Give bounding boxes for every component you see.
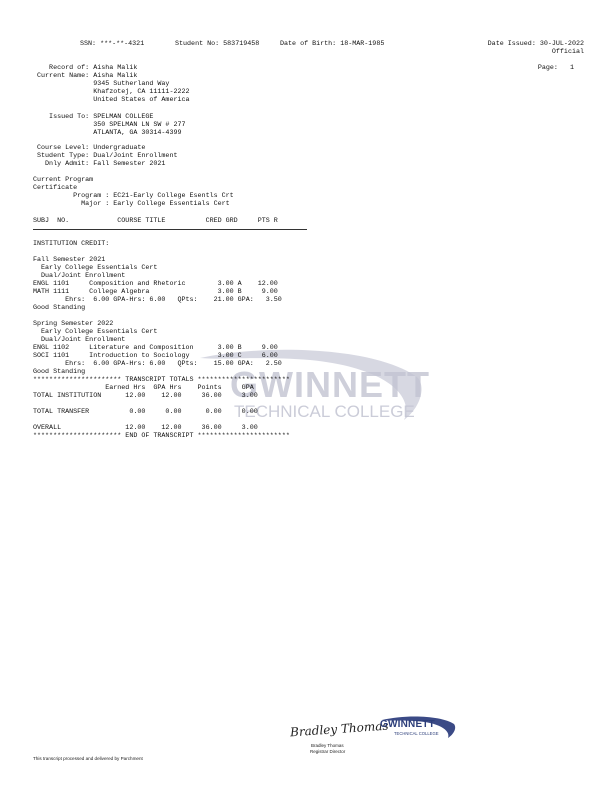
parchment-footer: This transcript processed and delivered by Parchment [33,756,143,761]
registrar-signature: Bradley Thomas [289,718,389,740]
student-number: Student No: 583719458 [175,40,260,48]
admit-term: Dnly Admit: Fall Semester 2021 [33,160,166,168]
course-row: MATH 1111 College Algebra 3.00 B 9.00 [33,288,278,296]
college-logo-subtitle: TECHNICAL COLLEGE [394,731,439,736]
college-logo-name: GWINNETT [380,719,435,730]
official-label: Official [551,48,584,56]
term-spring-standing: Good Standing [33,368,86,376]
course-column-headers: SUBJ NO. COURSE TITLE CRED GRD PTS R [33,217,278,225]
end-of-transcript: ********************** END OF TRANSCRIPT *********************** [33,432,290,440]
address-line-2: Khafzotej, CA 11111-2222 [33,88,190,96]
header-divider [33,229,307,230]
date-of-birth: Date of Birth: 18-MAR-1985 [280,40,385,48]
issued-address-2: ATLANTA, GA 30314-4399 [33,129,182,137]
term-spring-title: Spring Semester 2022 [33,320,114,328]
term-fall-summary: Ehrs: 6.00 GPA-Hrs: 6.00 QPts: 21.00 GPA: 3.50 [33,296,282,304]
address-line-3: United States of America [33,96,190,104]
watermark-subtitle: TECHNICAL COLLEGE [234,402,415,421]
registrar-name: Bradley Thomas [311,743,344,748]
term-fall-title: Fall Semester 2021 [33,256,106,264]
page-number: Page: 1 [537,64,574,72]
course-row: ENGL 1101 Composition and Rhetoric 3.00 A 12.00 [33,280,278,288]
registrar-title: Registrar Director [310,749,346,754]
student-type: Student Type: Dual/Joint Enrollment [33,152,178,160]
term-fall-standing: Good Standing [33,304,86,312]
address-line-1: 9345 Sutherland Way [33,80,170,88]
term-fall-enrollment: Dual/Joint Enrollment [33,272,126,280]
institution-credit-label: INSTITUTION CREDIT: [33,240,110,248]
current-name: Current Name: Aisha Malik [33,72,138,80]
issued-to: Issued To: SPELMAN COLLEGE [33,113,154,121]
term-spring-summary: Ehrs: 6.00 GPA-Hrs: 6.00 QPts: 15.00 GPA: 2.50 [33,360,282,368]
current-program-label: Current Program [33,176,94,184]
program-name: Program : EC21-Early College Esentls Crt [33,192,234,200]
overall-row: OVERALL 12.00 12.00 36.00 3.00 [33,424,258,432]
watermark-name: GWINNETT [230,364,430,405]
issued-address-1: 350 SPELMAN LN SW # 277 [33,121,186,129]
program-type: Certificate [33,184,78,192]
course-row: ENGL 1102 Literature and Composition 3.00 B 9.00 [33,344,278,352]
total-institution-row: TOTAL INSTITUTION 12.00 12.00 36.00 3.00 [33,392,258,400]
ssn-field: SSN: ***-**-4321 [80,40,145,48]
totals-header: Earned Hrs GPA Hrs Points GPA [33,384,254,392]
total-transfer-row: TOTAL TRANSFER 0.00 0.00 0.00 0.00 [33,408,258,416]
signature-block [284,712,466,760]
major-name: Major : Early College Essentials Cert [33,200,230,208]
term-spring-program: Early College Essentials Cert [33,328,158,336]
course-level: Course Level: Undergraduate [33,144,146,152]
record-of: Record of: Aisha Malik [33,64,138,72]
term-spring-enrollment: Dual/Joint Enrollment [33,336,126,344]
course-row: SOCI 1101 Introduction to Sociology 3.00 C 6.00 [33,352,278,360]
date-issued: Date Issued: 30-JUL-2022 [487,40,584,48]
term-fall-program: Early College Essentials Cert [33,264,158,272]
totals-banner: ********************** TRANSCRIPT TOTALS *********************** [33,376,290,384]
